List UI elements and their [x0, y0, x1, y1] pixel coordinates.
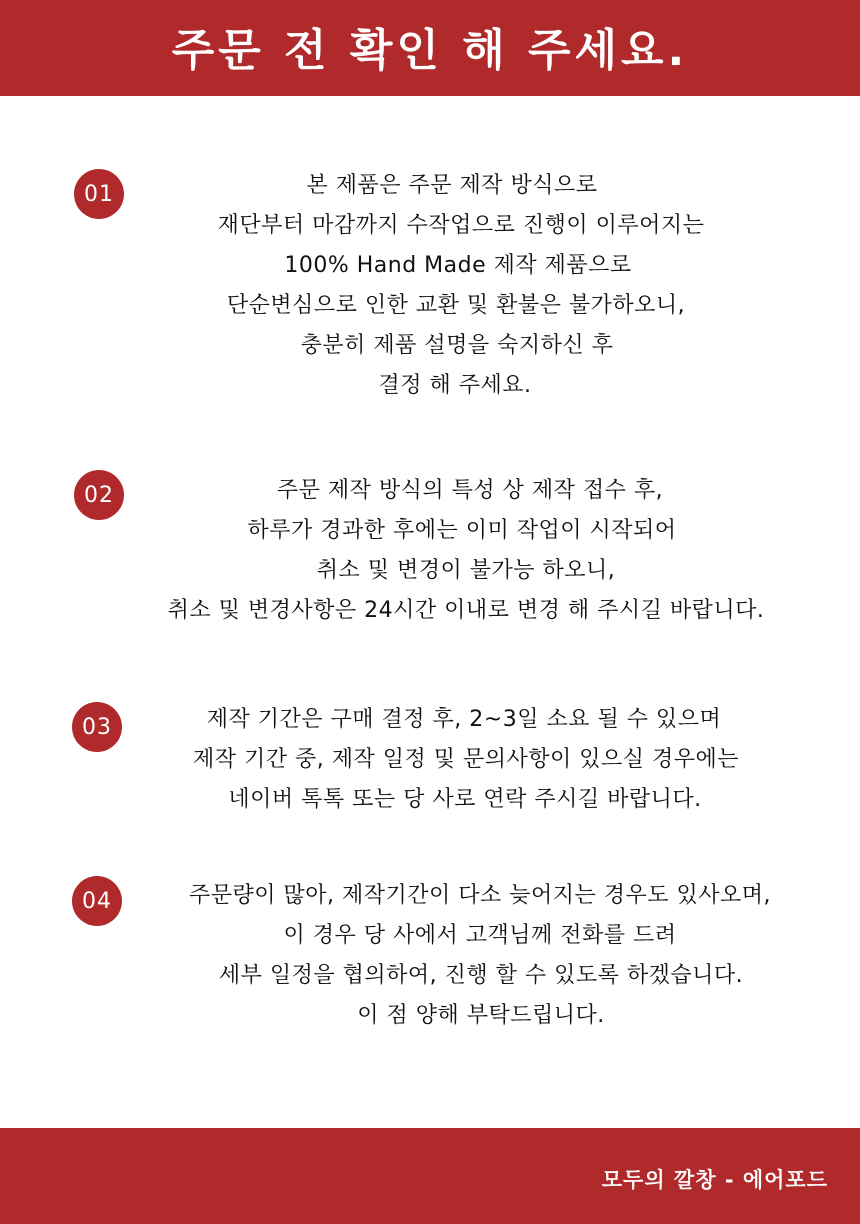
- notice-number-badge: 04: [72, 876, 122, 926]
- notice-line: 본 제품은 주문 제작 방식으로: [306, 173, 598, 198]
- notice-line: 결정 해 주세요.: [378, 373, 532, 398]
- brand-name: 모두의 깔창 - 에어포드: [601, 1168, 828, 1192]
- notice-line: 취소 및 변경이 불가능 하오니,: [316, 558, 616, 583]
- notice-line: 100% Hand Made 제작 제품으로: [284, 253, 632, 278]
- notice-number-badge: 03: [72, 702, 122, 752]
- footer-banner: [0, 1128, 860, 1224]
- notice-line: 제작 기간 중, 제작 일정 및 문의사항이 있으실 경우에는: [193, 747, 739, 772]
- notice-line: 취소 및 변경사항은 24시간 이내로 변경 해 주시길 바랍니다.: [167, 598, 765, 623]
- notice-line: 주문 제작 방식의 특성 상 제작 접수 후,: [276, 478, 664, 503]
- notice-line: 하루가 경과한 후에는 이미 작업이 시작되어: [247, 518, 677, 543]
- notice-line: 네이버 톡톡 또는 당 사로 연락 주시길 바랍니다.: [228, 787, 702, 812]
- notice-line: 재단부터 마감까지 수작업으로 진행이 이루어지는: [217, 213, 705, 238]
- notice-line: 제작 기간은 구매 결정 후, 2~3일 소요 될 수 있으며: [206, 707, 722, 732]
- notice-number-badge: 02: [74, 470, 124, 520]
- notice-line: 단순변심으로 인한 교환 및 환불은 불가하오니,: [226, 293, 686, 318]
- notice-line: 세부 일정을 협의하여, 진행 할 수 있도록 하겠습니다.: [218, 963, 744, 988]
- page-title: 주문 전 확인 해 주세요.: [171, 25, 689, 76]
- notice-number-badge: 01: [74, 169, 124, 219]
- notice-line: 이 점 양해 부탁드립니다.: [357, 1003, 605, 1028]
- notice-line: 이 경우 당 사에서 고객님께 전화를 드려: [283, 923, 677, 948]
- header-banner: [0, 0, 860, 96]
- notice-line: 충분히 제품 설명을 숙지하신 후: [300, 333, 614, 358]
- notice-line: 주문량이 많아, 제작기간이 다소 늦어지는 경우도 있사오며,: [189, 883, 771, 908]
